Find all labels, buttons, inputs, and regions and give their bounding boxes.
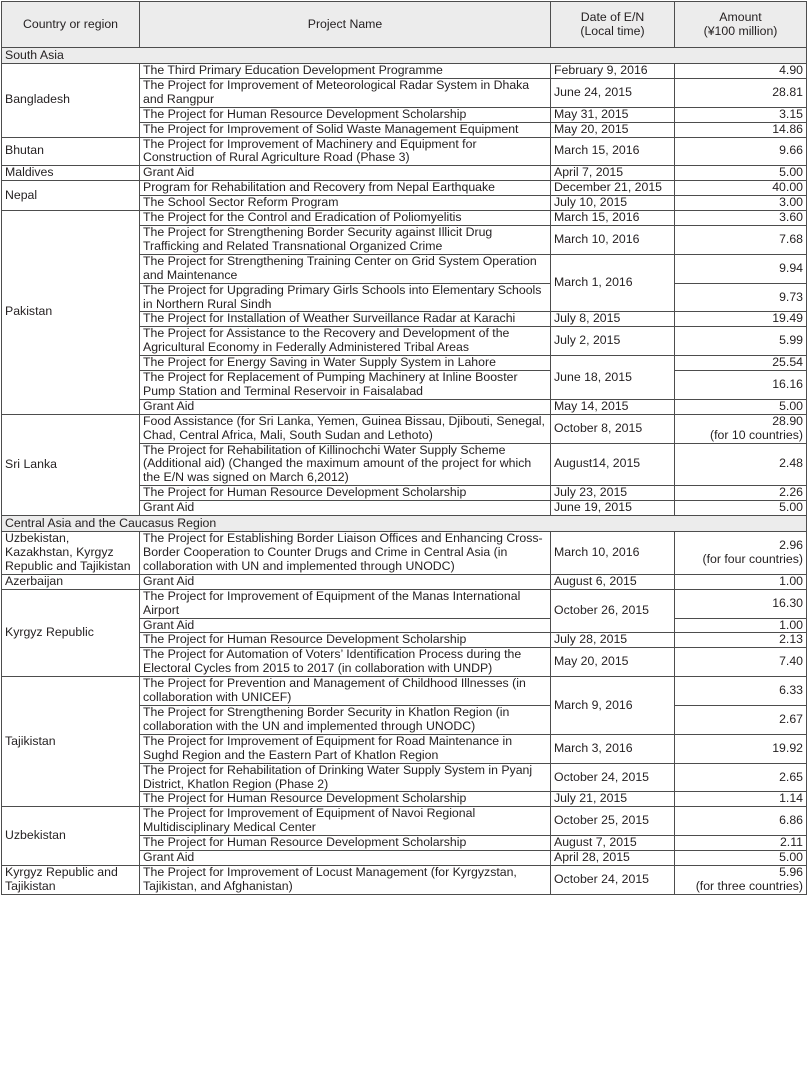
project-cell: Grant Aid [140, 851, 551, 866]
amount-cell [675, 589, 807, 618]
amount-value: 5.00 [779, 850, 803, 865]
amount-cell [675, 327, 807, 356]
project-cell: The Project for Upgrading Primary Girls Schools into Elementary Schools in Northern Rural Sindh [140, 283, 551, 312]
date-cell: May 31, 2015 [551, 107, 675, 122]
amount-cell [675, 181, 807, 196]
table-row [2, 574, 807, 589]
amount-value: 28.90 [772, 414, 803, 428]
date-cell: March 15, 2016 [551, 137, 675, 166]
amount-note: (for four countries) [702, 551, 803, 566]
country-cell: Azerbaijan [2, 574, 140, 589]
date-cell: March 10, 2016 [551, 225, 675, 254]
date-cell: August 6, 2015 [551, 574, 675, 589]
date-cell: August14, 2015 [551, 443, 675, 486]
project-cell: Food Assistance (for Sri Lanka, Yemen, Guinea Bissau, Djibouti, Senegal, Chad, Central Africa, Mali, South Sudan and Lethoto) [140, 414, 551, 443]
amount-cell [675, 836, 807, 851]
amount-value: 25.54 [772, 355, 803, 370]
amount-cell [675, 312, 807, 327]
date-cell: October 8, 2015 [551, 414, 675, 443]
amount-value: 5.00 [779, 165, 803, 180]
country-cell: Tajikistan [2, 677, 140, 807]
amount-cell [675, 414, 807, 443]
project-cell: The Project for Strengthening Border Security in Khatlon Region (in collaboration with the UN and implemented through UNODC) [140, 705, 551, 734]
project-cell: The Project for Human Resource Development Scholarship [140, 633, 551, 648]
date-cell: March 10, 2016 [551, 532, 675, 575]
amount-cell [675, 443, 807, 486]
amount-cell [675, 763, 807, 792]
amount-cell [675, 122, 807, 137]
amount-value: 14.86 [772, 122, 803, 136]
date-cell: July 23, 2015 [551, 486, 675, 501]
table-row [2, 166, 807, 181]
amount-value: 6.33 [779, 683, 803, 698]
header-date: Date of E/N (Local time) [551, 2, 675, 48]
header-country: Country or region [2, 2, 140, 48]
amount-value: 6.86 [779, 813, 803, 828]
amount-cell [675, 166, 807, 181]
region-row [2, 516, 807, 532]
header-amount: Amount (¥100 million) [675, 2, 807, 48]
project-cell: The Project for Strengthening Training Center on Grid System Operation and Maintenance [140, 254, 551, 283]
amount-value: 16.30 [772, 595, 803, 610]
amount-value: 2.13 [779, 632, 803, 647]
region-label: Central Asia and the Caucasus Region [2, 516, 807, 532]
date-cell: July 2, 2015 [551, 327, 675, 356]
amount-value: 5.00 [779, 500, 803, 515]
project-cell: The Project for Improvement of Locust Management (for Kyrgyzstan, Tajikistan, and Afghanistan) [140, 865, 551, 894]
table-row [2, 137, 807, 166]
project-cell: The Project for Human Resource Development Scholarship [140, 792, 551, 807]
amount-value: 3.60 [779, 210, 803, 225]
date-cell: July 10, 2015 [551, 196, 675, 211]
project-cell: The Project for Replacement of Pumping Machinery at Inline Booster Pump Station and Terminal Reservoir in Faisalabad [140, 371, 551, 400]
amount-cell [675, 356, 807, 371]
project-cell: The School Sector Reform Program [140, 196, 551, 211]
date-cell: October 25, 2015 [551, 807, 675, 836]
table-row [2, 865, 807, 894]
date-cell: March 3, 2016 [551, 734, 675, 763]
amount-value: 3.00 [779, 195, 803, 210]
amount-value: 5.96 [779, 865, 803, 879]
project-cell: Grant Aid [140, 166, 551, 181]
amount-cell [675, 254, 807, 283]
date-cell: December 21, 2015 [551, 181, 675, 196]
amount-value: 2.65 [779, 769, 803, 784]
amount-note: (for 10 countries) [710, 427, 803, 442]
amount-cell [675, 618, 807, 633]
date-cell: October 24, 2015 [551, 763, 675, 792]
amount-cell [675, 283, 807, 312]
amount-cell [675, 865, 807, 894]
project-cell: The Project for Assistance to the Recovery and Development of the Agricultural Economy in Federally Administered Tribal Areas [140, 327, 551, 356]
header-row [2, 2, 807, 48]
project-cell: The Project for Human Resource Development Scholarship [140, 107, 551, 122]
date-cell: June 18, 2015 [551, 356, 675, 400]
date-cell: March 9, 2016 [551, 677, 675, 735]
project-cell: The Project for Improvement of Equipment for Road Maintenance in Sughd Region and the Eastern Part of Khatlon Region [140, 734, 551, 763]
project-cell: The Project for Rehabilitation of Killinochchi Water Supply Scheme (Additional aid) (Changed the maximum amount of the project for which the E/N was signed on March 6,2012) [140, 443, 551, 486]
project-cell: The Project for Installation of Weather Surveillance Radar at Karachi [140, 312, 551, 327]
amount-cell [675, 792, 807, 807]
amount-value: 19.49 [772, 311, 803, 326]
table-row [2, 677, 807, 706]
country-cell: Maldives [2, 166, 140, 181]
project-cell: The Project for Improvement of Meteorological Radar System in Dhaka and Rangpur [140, 78, 551, 107]
date-cell: July 21, 2015 [551, 792, 675, 807]
project-cell: The Project for Improvement of Machinery and Equipment for Construction of Rural Agriculture Road (Phase 3) [140, 137, 551, 166]
amount-cell [675, 64, 807, 79]
date-cell: April 28, 2015 [551, 851, 675, 866]
date-cell: October 24, 2015 [551, 865, 675, 894]
date-cell: June 24, 2015 [551, 78, 675, 107]
date-cell: February 9, 2016 [551, 64, 675, 79]
amount-value: 1.00 [779, 574, 803, 588]
amount-cell [675, 501, 807, 516]
amount-cell [675, 211, 807, 226]
project-cell: Grant Aid [140, 501, 551, 516]
amount-value: 1.14 [779, 791, 803, 806]
date-cell: March 15, 2016 [551, 211, 675, 226]
table-row [2, 181, 807, 196]
amount-value: 7.40 [779, 654, 803, 669]
project-cell: Program for Rehabilitation and Recovery from Nepal Earthquake [140, 181, 551, 196]
project-cell: The Project for Energy Saving in Water Supply System in Lahore [140, 356, 551, 371]
project-cell: Grant Aid [140, 618, 551, 633]
project-cell: The Project for the Control and Eradication of Poliomyelitis [140, 211, 551, 226]
amount-cell [675, 705, 807, 734]
project-cell: The Project for Establishing Border Liaison Offices and Enhancing Cross-Border Cooperation to Counter Drugs and Crime in Central Asia (in collaboration with UN and implemented through UNODC) [140, 532, 551, 575]
amount-value: 2.26 [779, 485, 803, 500]
project-cell: The Project for Automation of Voters’ Identification Process during the Electoral Cycles from 2015 to 2017 (in collaboration with UNDP) [140, 648, 551, 677]
amount-cell [675, 196, 807, 211]
project-cell: The Project for Improvement of Equipment of Navoi Regional Multidisciplinary Medical Center [140, 807, 551, 836]
project-cell: The Third Primary Education Development Programme [140, 64, 551, 79]
amount-cell [675, 399, 807, 414]
project-cell: The Project for Human Resource Development Scholarship [140, 486, 551, 501]
amount-cell [675, 137, 807, 166]
date-cell: July 8, 2015 [551, 312, 675, 327]
table-row [2, 64, 807, 79]
grant-aid-table [1, 1, 807, 895]
country-cell: Sri Lanka [2, 414, 140, 515]
amount-cell [675, 734, 807, 763]
country-cell: Bangladesh [2, 64, 140, 138]
region-row [2, 48, 807, 64]
amount-value: 19.92 [772, 740, 803, 755]
amount-value: 2.96 [779, 538, 803, 553]
amount-value: 16.16 [772, 376, 803, 391]
amount-value: 7.68 [779, 231, 803, 246]
amount-value: 9.73 [779, 289, 803, 304]
country-cell: Kyrgyz Republic [2, 589, 140, 676]
date-cell: August 7, 2015 [551, 836, 675, 851]
amount-value: 2.48 [779, 456, 803, 471]
country-cell: Uzbekistan [2, 807, 140, 866]
amount-value: 2.11 [779, 835, 803, 850]
date-cell: March 1, 2016 [551, 254, 675, 312]
amount-value: 9.66 [779, 143, 803, 158]
amount-cell [675, 648, 807, 677]
date-cell: June 19, 2015 [551, 501, 675, 516]
amount-cell [675, 851, 807, 866]
amount-cell [675, 633, 807, 648]
amount-cell [675, 677, 807, 706]
amount-cell [675, 532, 807, 575]
project-cell: The Project for Rehabilitation of Drinking Water Supply System in Pyanj District, Khatlon Region (Phase 2) [140, 763, 551, 792]
amount-cell [675, 371, 807, 400]
country-cell: Kyrgyz Republic and Tajikistan [2, 865, 140, 894]
amount-value: 40.00 [772, 180, 803, 195]
project-cell: The Project for Strengthening Border Security against Illicit Drug Trafficking and Related Transnational Organized Crime [140, 225, 551, 254]
table-row [2, 589, 807, 618]
table-row [2, 807, 807, 836]
amount-cell [675, 225, 807, 254]
amount-value: 1.00 [779, 618, 803, 632]
date-cell: May 20, 2015 [551, 122, 675, 137]
project-cell: Grant Aid [140, 574, 551, 589]
date-cell: May 14, 2015 [551, 399, 675, 414]
amount-value: 5.00 [779, 399, 803, 413]
date-cell: July 28, 2015 [551, 633, 675, 648]
country-cell: Pakistan [2, 211, 140, 415]
amount-cell [675, 807, 807, 836]
project-cell: Grant Aid [140, 399, 551, 414]
amount-note: (for three countries) [695, 878, 803, 893]
date-cell: October 26, 2015 [551, 589, 675, 633]
amount-cell [675, 78, 807, 107]
amount-value: 3.15 [779, 107, 803, 121]
amount-cell [675, 486, 807, 501]
project-cell: The Project for Prevention and Management of Childhood Illnesses (in collaboration with UNICEF) [140, 677, 551, 706]
project-cell: The Project for Improvement of Solid Waste Management Equipment [140, 122, 551, 137]
table-row [2, 414, 807, 443]
amount-value: 28.81 [772, 84, 803, 99]
amount-cell [675, 107, 807, 122]
table-row [2, 211, 807, 226]
amount-value: 4.90 [779, 63, 803, 77]
amount-value: 2.67 [779, 711, 803, 726]
header-project: Project Name [140, 2, 551, 48]
amount-value: 5.99 [779, 333, 803, 348]
table-body [2, 48, 807, 895]
country-cell: Bhutan [2, 137, 140, 166]
project-cell: The Project for Human Resource Development Scholarship [140, 836, 551, 851]
date-cell: May 20, 2015 [551, 648, 675, 677]
date-cell: April 7, 2015 [551, 166, 675, 181]
table-row [2, 532, 807, 575]
country-cell: Nepal [2, 181, 140, 211]
project-cell: The Project for Improvement of Equipment of the Manas International Airport [140, 589, 551, 618]
amount-value: 9.94 [779, 260, 803, 275]
amount-cell [675, 574, 807, 589]
region-label: South Asia [2, 48, 807, 64]
country-cell: Uzbekistan, Kazakhstan, Kyrgyz Republic and Tajikistan [2, 532, 140, 575]
